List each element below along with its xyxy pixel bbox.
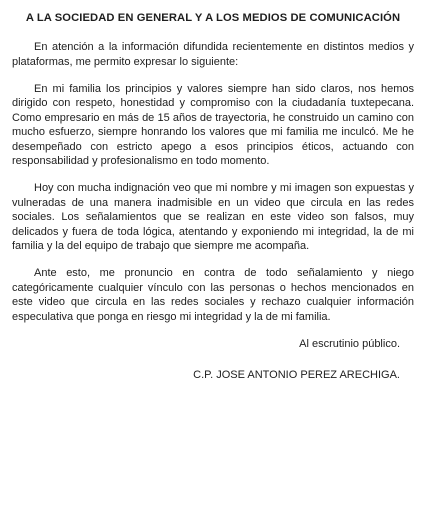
closing-line: Al escrutinio público. — [299, 337, 400, 350]
signature-line: C.P. JOSE ANTONIO PEREZ ARECHIGA. — [193, 368, 400, 381]
paragraph-denial: Ante esto, me pronuncio en contra de todo señalamiento y niego categóricamente cualquier vínculo con las personas o hechos mencionados en este video que circula en las redes sociales y rechazo cualquier información especulativa que ponga en riesgo mi integridad y la de mi familia. — [12, 267, 414, 323]
statement-title: A LA SOCIEDAD EN GENERAL Y A LOS MEDIOS DE COMUNICACIÓN — [25, 12, 401, 24]
paragraph-video-accusations: Hoy con mucha indignación veo que mi nombre y mi imagen son expuestas y vulneradas de una manera inadmisible en un video que circula en las redes sociales. Los señalamientos que se realizan en este video son falsos, muy delicados y fuera de toda lógica, atentando y exponiendo mi integridad, la de mi familia y la del equipo de trabajo que siempre me acompaña. — [12, 182, 414, 252]
paragraph-intro: En atención a la información difundida recientemente en distintos medios y plataformas, me permito expresar lo siguiente: — [12, 41, 414, 68]
paragraph-family-values: En mi familia los principios y valores siempre han sido claros, nos hemos dirigido con respeto, honestidad y compromiso con la ciudadanía tuxtepecana. Como empresario en más de 15 años de trayectoria, he construido un camino con mucho esfuerzo, siempre honrando los valores que mi familia me inculcó. Me he desempeñado con estricto apego a esos principios éticos, actuando con responsabilidad y profesionalismo en todo momento. — [12, 82, 414, 167]
